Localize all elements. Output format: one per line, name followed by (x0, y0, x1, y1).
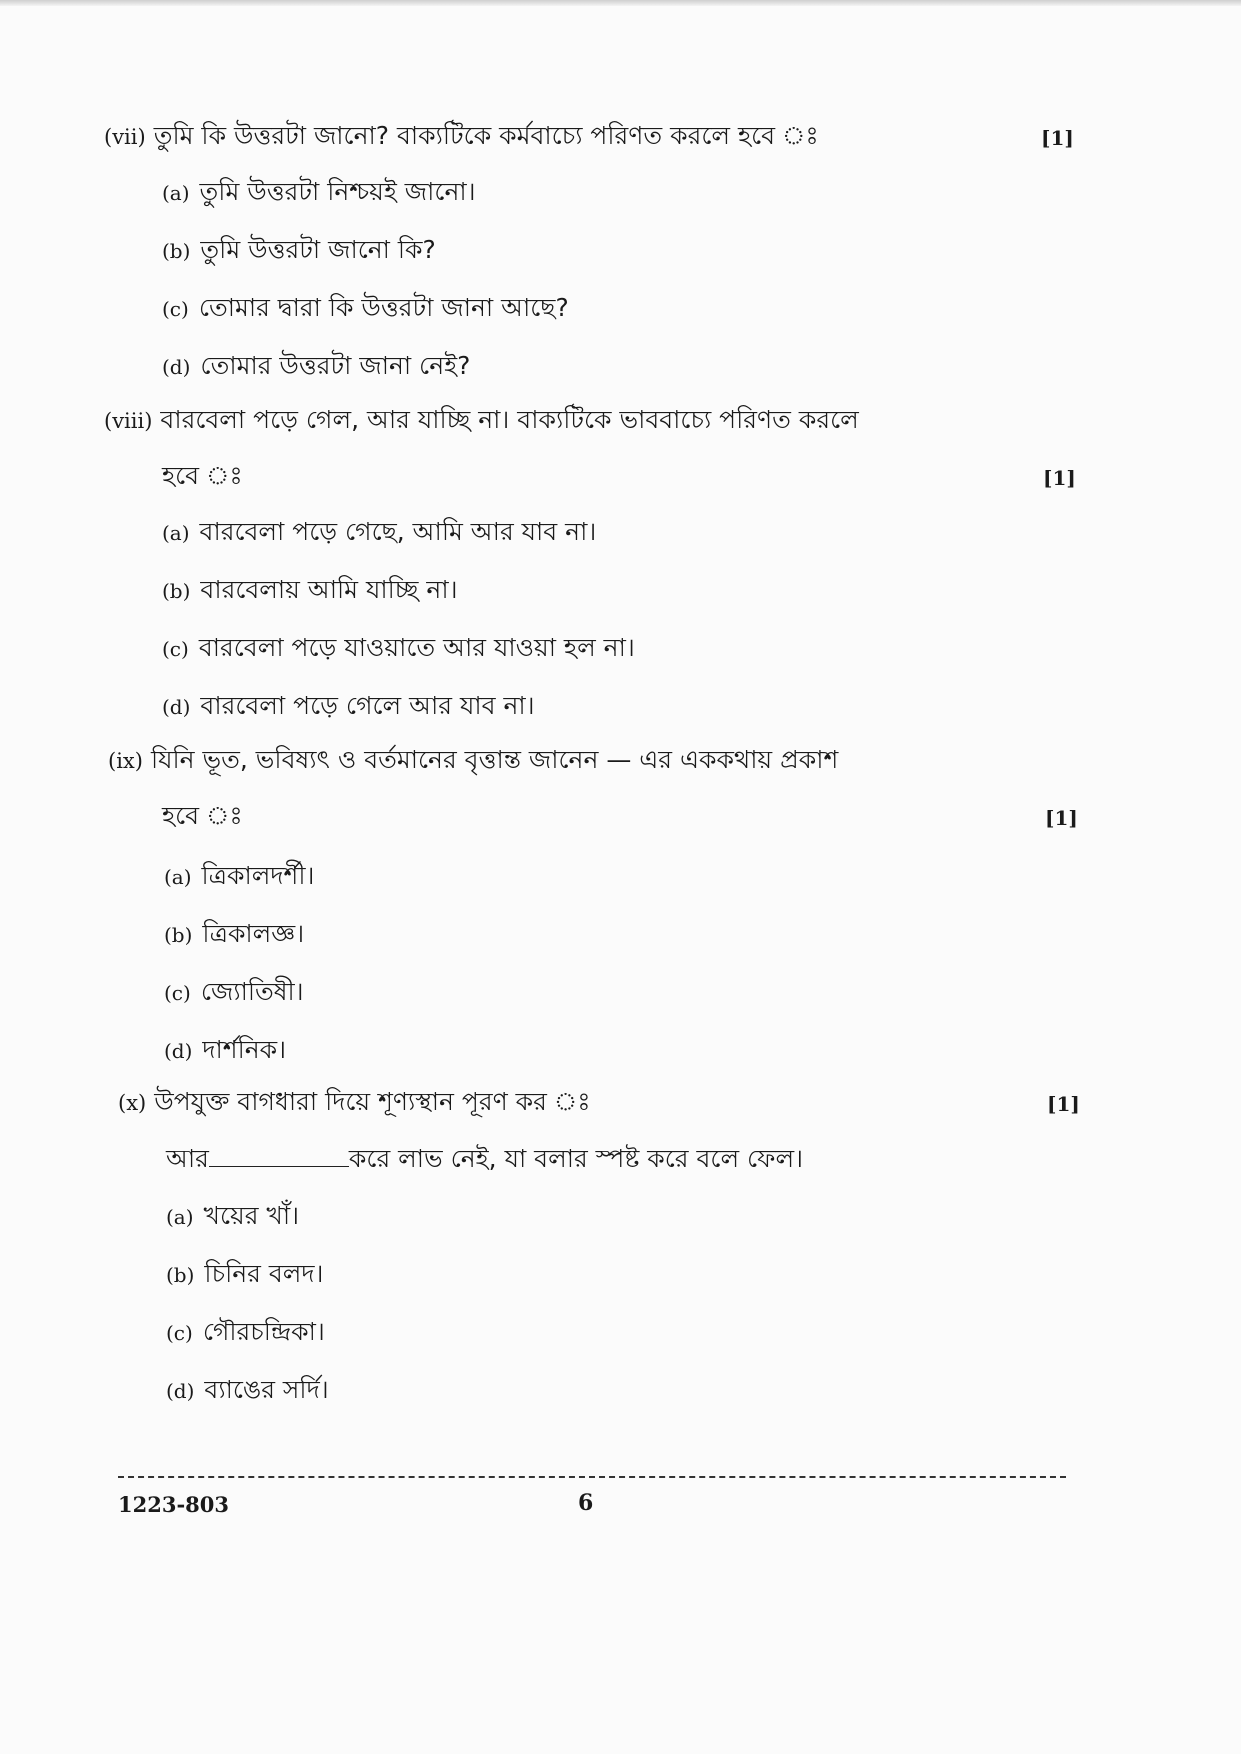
question-vii (104, 116, 819, 157)
option-item: (b) বারবেলায় আমি যাচ্ছি না। (162, 575, 458, 604)
question-number: (ix) (108, 749, 143, 773)
fill-in-blank-sentence: আর করে লাভ নেই, যা বলার স্পষ্ট করে বলে ফেল। (166, 1138, 803, 1179)
option-item: (d) তোমার উত্তরটা জানা নেই? (162, 351, 471, 380)
option-item: (d) দার্শনিক। (164, 1035, 287, 1064)
question-number: (viii) (104, 409, 153, 433)
question-marks: [1] (1047, 1092, 1080, 1116)
option-item: (c) গৌরচন্দ্রিকা। (166, 1317, 325, 1346)
question-text: তুমি কি উত্তরটা জানো? বাক্যটিকে কর্মবাচ্যে পরিণত করলে হবে ঃ (153, 121, 819, 150)
option-item: (a) বারবেলা পড়ে গেছে, আমি আর যাব না। (162, 517, 597, 546)
question-number: (x) (118, 1091, 147, 1115)
question-number: (vii) (104, 125, 146, 149)
question-text-continued: হবে ঃ (162, 461, 243, 490)
option-item: (d) ব্যাঙের সর্দি। (166, 1375, 329, 1404)
question-x (118, 1082, 591, 1123)
footer-divider (118, 1476, 1066, 1478)
option-item: (a) ত্রিকালদর্শী। (164, 861, 315, 890)
option-item: (a) তুমি উত্তরটা নিশ্চয়ই জানো। (162, 177, 476, 206)
question-text: উপযুক্ত বাগধারা দিয়ে শূণ্যস্থান পূরণ কর ঃ (154, 1087, 591, 1116)
question-text: যিনি ভূত, ভবিষ্যৎ ও বর্তমানের বৃত্তান্ত জানেন — এর এককথায় প্রকাশ (150, 745, 839, 774)
question-ix (108, 740, 838, 781)
option-item: (c) বারবেলা পড়ে যাওয়াতে আর যাওয়া হল না। (162, 633, 635, 662)
question-marks: [1] (1041, 126, 1074, 150)
page-top-edge (0, 0, 1241, 6)
option-item: (a) খয়ের খাঁ। (166, 1201, 300, 1230)
option-item: (b) চিনির বলদ। (166, 1259, 324, 1288)
question-text-continued: হবে ঃ (162, 801, 243, 830)
question-marks: [1] (1043, 466, 1076, 490)
option-item: (c) তোমার দ্বারা কি উত্তরটা জানা আছে? (162, 293, 569, 322)
paper-code: 1223-803 (118, 1492, 229, 1517)
option-item: (b) তুমি উত্তরটা জানো কি? (162, 235, 436, 264)
option-item: (b) ত্রিকালজ্ঞ। (164, 919, 305, 948)
question-viii (104, 400, 859, 441)
question-marks: [1] (1045, 806, 1078, 830)
question-text: বারবেলা পড়ে গেল, আর যাচ্ছি না। বাক্যটিকে ভাববাচ্যে পরিণত করলে (160, 405, 859, 434)
page-number: 6 (578, 1490, 594, 1516)
option-item: (c) জ্যোতিষী। (164, 977, 304, 1006)
blank-line (209, 1138, 349, 1167)
option-item: (d) বারবেলা পড়ে গেলে আর যাব না। (162, 691, 535, 720)
